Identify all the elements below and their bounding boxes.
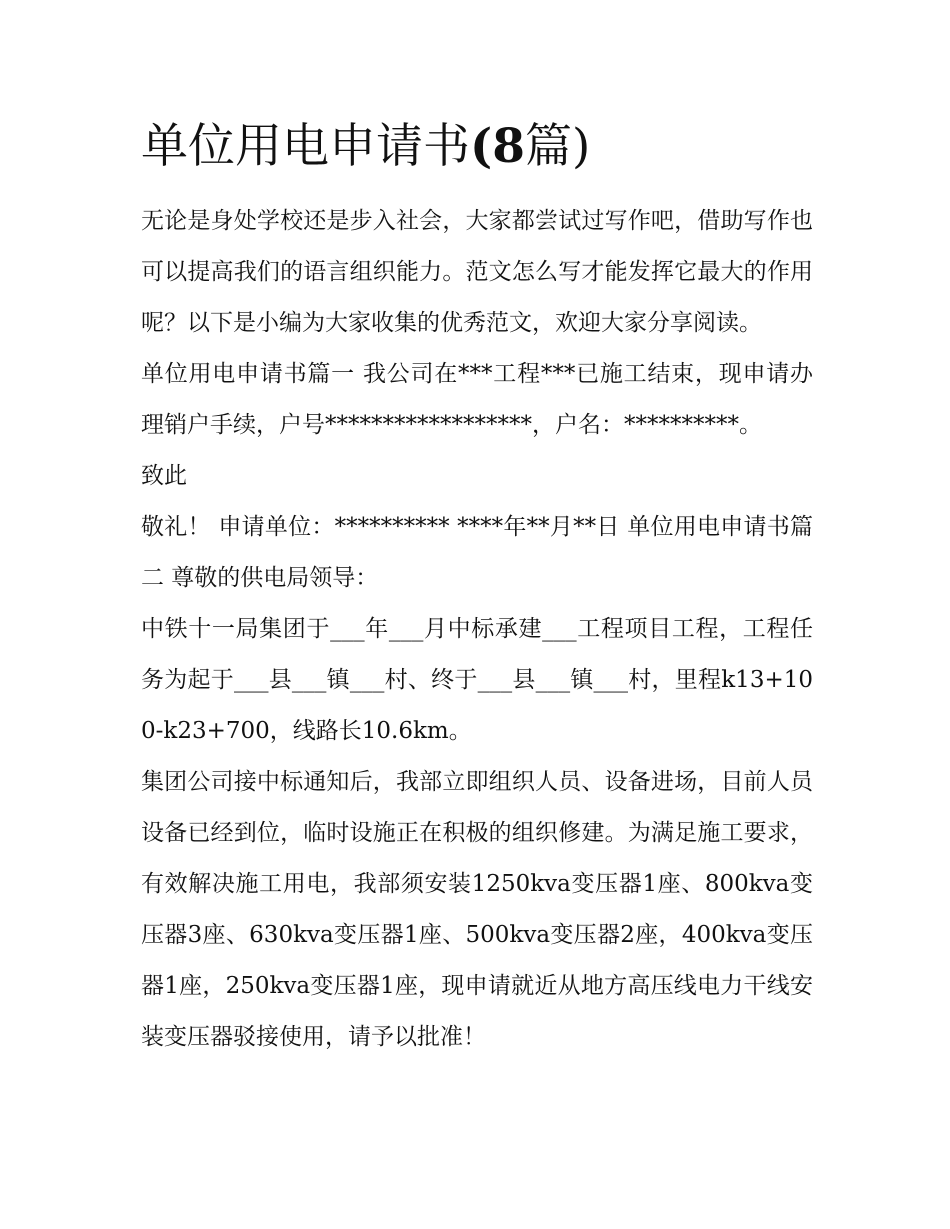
paragraph-request: 集团公司接中标通知后，我部立即组织人员、设备进场，目前人员设备已经到位，临时设施正在积极的组织修建。为满足施工要求，有效解决施工用电，我部须安装1250kva变压器1座、800kva变压器3座、630kva变压器1座、500kva变压器2座，400kva变压器1座，250kva变压器1座，现申请就近从地方高压线电力干线安装变压器驳接使用，请予以批准！ [141,769,813,1050]
paragraph-intro: 无论是身处学校还是步入社会，大家都尝试过写作吧，借助写作也可以提高我们的语言组织能力。范文怎么写才能发挥它最大的作用呢？以下是小编为大家收集的优秀范文，欢迎大家分享阅读。 [141,208,813,336]
paragraph-closing: 致此 [141,463,187,489]
paragraph-project: 中铁十一局集团于___年___月中标承建___工程项目工程，工程任务为起于___县___镇___村、终于___县___镇___村，里程k13+100-k23+700，线路长10.6km。 [141,616,813,744]
paragraph-salute: 敬礼！ 申请单位：********** ****年**月**日 单位用电申请书篇二 尊敬的供电局领导： [141,514,813,591]
title-suffix: 篇) [524,119,591,174]
paragraph-letter-one: 单位用电申请书篇一 我公司在***工程***已施工结束，现申请办理销户手续，户号******************，户名：**********。 [141,361,813,438]
document-body [141,196,813,1063]
document-title [141,116,821,178]
title-main: 单位用电申请书 [141,119,470,174]
title-count: (8 [470,119,525,174]
